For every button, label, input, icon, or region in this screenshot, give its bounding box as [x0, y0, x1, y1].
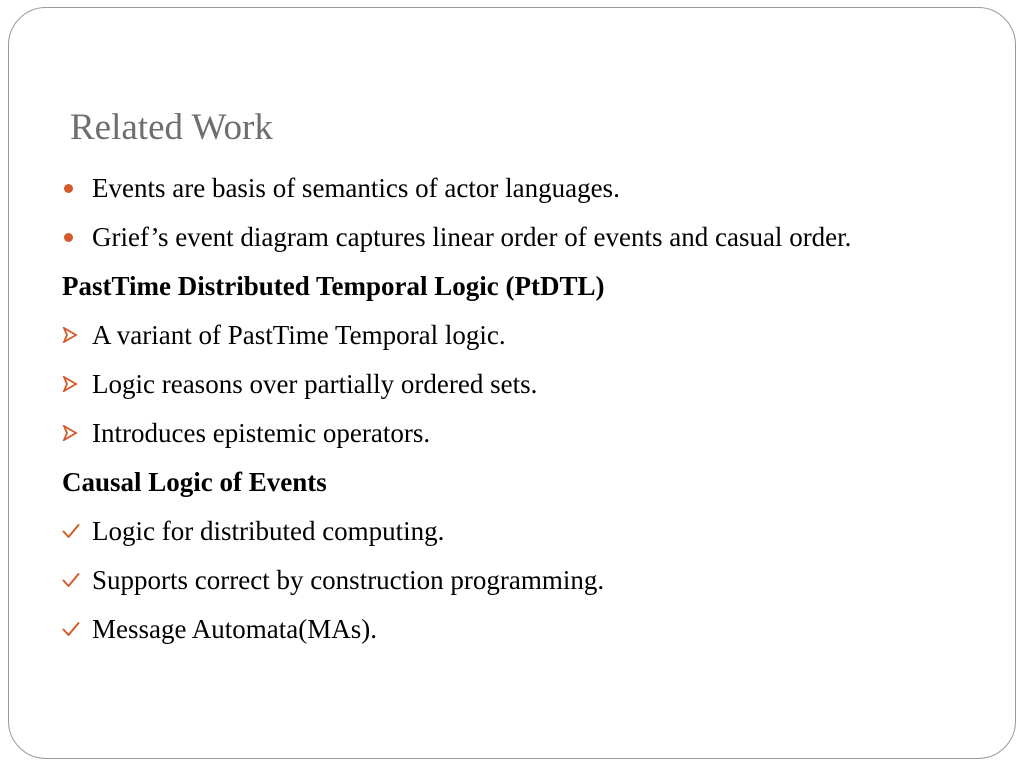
arrow-icon [62, 413, 88, 453]
list-item-text: Introduces epistemic operators. [92, 418, 431, 448]
list-item [62, 217, 977, 257]
list-item-text: Grief’s event diagram captures linear order of events and casual order. [92, 222, 852, 252]
list-item [62, 315, 977, 355]
list-item-text: Logic for distributed computing. [92, 516, 445, 546]
section-heading: PastTime Distributed Temporal Logic (PtDTL) [62, 271, 605, 301]
section-heading: Causal Logic of Events [62, 467, 327, 497]
arrow-icon [62, 364, 88, 404]
arrow-icon [62, 315, 88, 355]
check-icon [62, 511, 88, 551]
list-item [62, 560, 977, 600]
list-item-text: A variant of PastTime Temporal logic. [92, 320, 506, 350]
list-item-text: Logic reasons over partially ordered sets. [92, 369, 538, 399]
dot-icon [62, 217, 88, 257]
list-item [62, 413, 977, 453]
list-item [62, 609, 977, 649]
list-item [62, 364, 977, 404]
list-item-text: Supports correct by construction programming. [92, 565, 605, 595]
check-icon [62, 609, 88, 649]
dot-icon [62, 168, 88, 208]
list-item-text: Events are basis of semantics of actor languages. [92, 173, 620, 203]
slide-title: Related Work [70, 107, 273, 148]
list-item-text: Message Automata(MAs). [92, 614, 377, 644]
list-item [62, 168, 977, 208]
list-item [62, 511, 977, 551]
slide-content [62, 168, 977, 658]
check-icon [62, 560, 88, 600]
